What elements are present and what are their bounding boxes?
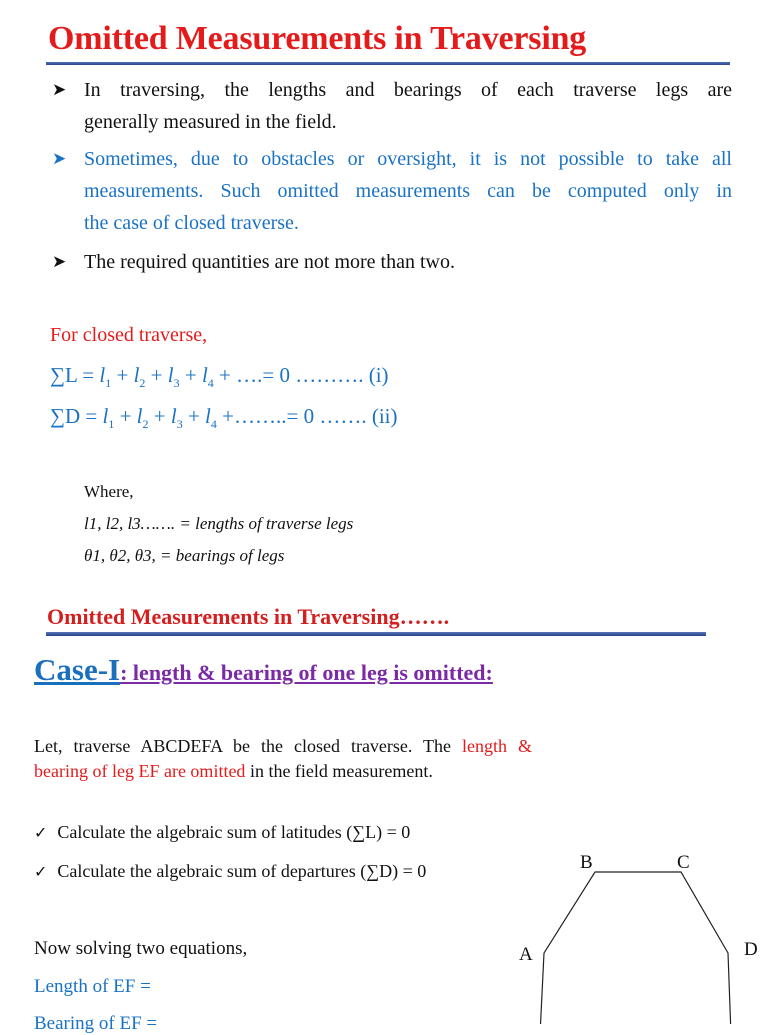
equation-latitudes: $\sum L = l_1 + l_2 + l_3 + l_4$ + ….= 0 ………. (i) <box>50 363 389 391</box>
check-mark-icon: ✓ <box>34 862 48 881</box>
bullet-2-line-3: the case of closed traverse. <box>84 212 299 234</box>
where-label: Where, <box>84 482 134 501</box>
traverse-diagram <box>500 845 768 1024</box>
traverse-outline <box>540 872 731 1024</box>
where-bearings: θ1, θ2, θ3, = bearings of legs <box>84 546 285 565</box>
vertex-d-label: D <box>744 939 758 960</box>
bullet-2-line-2: measurements. Such omitted measurements can be computed only in <box>84 180 732 202</box>
bullet-1-line-2: generally measured in the field. <box>84 111 337 133</box>
slide-2-title: Omitted Measurements in Traversing……. <box>47 604 450 629</box>
equation-departures: $\sum D = l_1 + l_2 + l_3 + l_4$ +……..= 0 ……. (ii) <box>50 404 398 432</box>
vertex-c-label: C <box>677 852 690 873</box>
case-paragraph: Let, traverse ABCDEFA be the closed traverse. The length & bearing of leg EF are omitted in the field measurement. <box>34 736 532 781</box>
bullet-3 <box>52 246 732 278</box>
bullet-1 <box>52 74 732 138</box>
arrowhead-icon: ➤ <box>52 252 67 272</box>
omitted-leg-highlight: length & bearing of leg EF are omitted <box>34 736 532 781</box>
arrowhead-icon: ➤ <box>52 149 67 169</box>
case-label: Case-I <box>34 652 121 687</box>
solving-text: Now solving two equations, <box>34 938 248 959</box>
bearing-of-ef: Bearing of EF = <box>34 1013 158 1034</box>
length-of-ef: Length of EF = <box>34 976 151 997</box>
bullet-3-line-1: The required quantities are not more than two. <box>84 251 455 273</box>
vertex-a-label: A <box>519 944 533 965</box>
slide-title: Omitted Measurements in Traversing <box>48 20 587 57</box>
bullet-2 <box>52 143 732 239</box>
bullet-2-line-1: Sometimes, due to obstacles or oversight, it is not possible to take all <box>84 148 732 170</box>
check-item-departures: ✓ Calculate the algebraic sum of departures (∑D) = 0 <box>34 861 427 881</box>
where-lengths: l1, l2, l3……. = lengths of traverse legs <box>84 514 354 533</box>
title-underline <box>46 62 730 65</box>
check-mark-icon: ✓ <box>34 823 48 842</box>
case-heading <box>34 652 493 688</box>
check-item-latitudes: ✓ Calculate the algebraic sum of latitudes (∑L) = 0 <box>34 822 411 842</box>
bullet-1-line-1: In traversing, the lengths and bearings of each traverse legs are <box>84 79 732 101</box>
vertex-b-label: B <box>580 852 593 873</box>
arrowhead-icon: ➤ <box>52 80 67 100</box>
slide-2-title-underline <box>46 632 706 636</box>
closed-traverse-heading: For closed traverse, <box>50 324 208 346</box>
case-description: : length & bearing of one leg is omitted: <box>120 660 493 685</box>
